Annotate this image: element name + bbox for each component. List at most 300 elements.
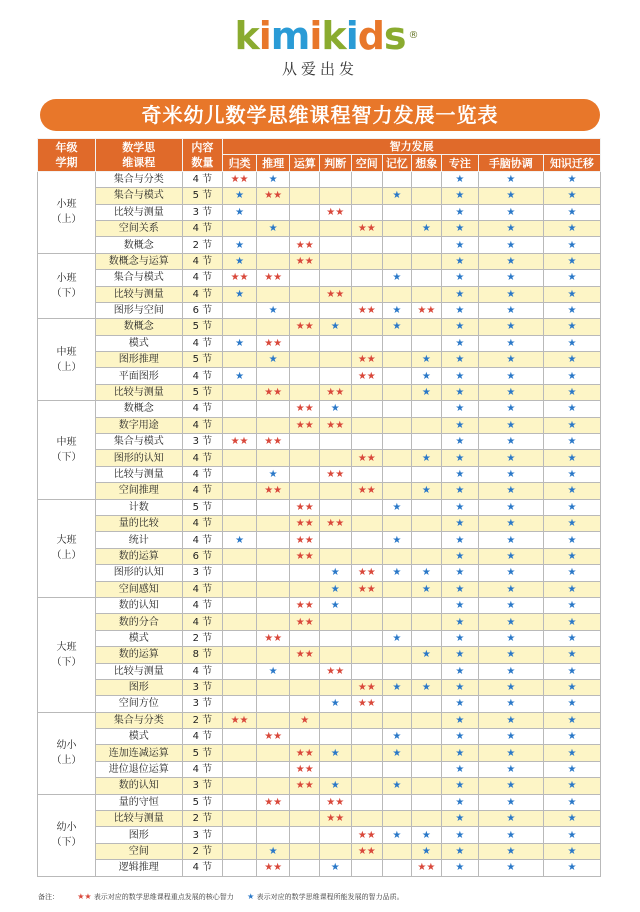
ability-cell (411, 368, 442, 384)
ability-cell (290, 515, 320, 531)
ability-cell (290, 352, 320, 368)
red-star-icon: ★★ (326, 469, 345, 480)
table-row (38, 270, 601, 286)
course-cell: 空间感知 (96, 581, 183, 597)
ability-cell (383, 794, 412, 810)
blue-star-icon: ★ (567, 173, 577, 185)
ability-cell (319, 630, 351, 646)
ability-cell (256, 302, 290, 318)
course-cell: 集合与模式 (96, 434, 183, 450)
ability-cell (319, 729, 351, 745)
ability-cell (543, 466, 600, 482)
count-cell: 3 节 (182, 434, 223, 450)
blue-star-icon: ★ (506, 436, 516, 448)
ability-cell (351, 630, 383, 646)
ability-cell (543, 532, 600, 548)
blue-star-icon: ★ (567, 632, 577, 644)
ability-cell (383, 679, 412, 695)
ability-cell (383, 220, 412, 236)
ability-cell (478, 581, 543, 597)
count-cell: 4 节 (182, 417, 223, 433)
red-star-icon: ★★ (77, 892, 92, 901)
table-row (38, 663, 601, 679)
ability-cell (543, 811, 600, 827)
ability-cell (223, 352, 257, 368)
blue-star-icon: ★ (567, 845, 577, 857)
ability-cell (442, 581, 479, 597)
blue-star-icon: ★ (455, 272, 465, 284)
ability-cell (319, 270, 351, 286)
ability-cell (383, 499, 412, 515)
course-cell: 数概念 (96, 237, 183, 253)
count-cell: 3 节 (182, 827, 223, 843)
ability-cell (223, 253, 257, 269)
blue-star-icon: ★ (506, 747, 516, 759)
ability-cell (543, 384, 600, 400)
blue-star-icon: ★ (567, 321, 577, 333)
blue-star-icon: ★ (567, 780, 577, 792)
blue-star-icon: ★ (235, 288, 245, 300)
blue-star-icon: ★ (567, 272, 577, 284)
ability-cell (256, 450, 290, 466)
ability-cell (543, 237, 600, 253)
blue-star-icon: ★ (567, 616, 577, 628)
count-cell: 4 节 (182, 614, 223, 630)
blue-star-icon: ★ (235, 370, 245, 382)
ability-cell (442, 335, 479, 351)
blue-star-icon: ★ (567, 796, 577, 808)
ability-cell (223, 499, 257, 515)
ability-cell (223, 647, 257, 663)
count-cell: 5 节 (182, 319, 223, 335)
blue-star-icon: ★ (567, 337, 577, 349)
ability-cell (478, 745, 543, 761)
ability-cell (319, 237, 351, 253)
ability-cell (411, 679, 442, 695)
ability-cell (319, 647, 351, 663)
ability-cell (411, 171, 442, 187)
red-star-icon: ★★ (295, 321, 314, 333)
ability-cell (223, 745, 257, 761)
ability-cell (223, 843, 257, 859)
blue-star-icon: ★ (268, 305, 278, 317)
ability-cell (411, 384, 442, 400)
blue-star-icon: ★ (567, 649, 577, 661)
table-row (38, 352, 601, 368)
ability-cell (290, 417, 320, 433)
ability-cell (319, 401, 351, 417)
ability-cell (319, 368, 351, 384)
table-row (38, 302, 601, 318)
ability-cell (411, 614, 442, 630)
ability-cell (442, 237, 479, 253)
ability-cell (290, 204, 320, 220)
course-cell: 图形 (96, 679, 183, 695)
blue-star-icon: ★ (506, 370, 516, 382)
ability-cell (478, 450, 543, 466)
blue-star-icon: ★ (421, 452, 431, 464)
registered-mark: ® (408, 30, 418, 41)
blue-star-icon: ★ (455, 305, 465, 317)
ability-cell (543, 729, 600, 745)
ability-cell (351, 466, 383, 482)
ability-cell (478, 811, 543, 827)
blue-star-icon: ★ (506, 682, 516, 694)
footnote-label: 备注： (38, 893, 59, 901)
blue-star-icon: ★ (421, 829, 431, 841)
ability-cell (442, 417, 479, 433)
course-cell: 数字用途 (96, 417, 183, 433)
course-cell: 平面图形 (96, 368, 183, 384)
ability-cell (411, 630, 442, 646)
ability-cell (442, 696, 479, 712)
red-star-icon: ★★ (326, 665, 345, 677)
blue-star-icon: ★ (235, 239, 245, 251)
ability-cell (256, 581, 290, 597)
blue-star-icon: ★ (330, 698, 340, 710)
course-cell: 空间 (96, 843, 183, 859)
blue-star-icon: ★ (455, 731, 465, 743)
ability-cell (442, 352, 479, 368)
ability-header: 手脑协调 (478, 155, 543, 171)
ability-cell (442, 778, 479, 794)
ability-cell (351, 745, 383, 761)
ability-cell (223, 630, 257, 646)
ability-cell (290, 614, 320, 630)
ability-cell (411, 761, 442, 777)
grade-cell: 大班 （下） (38, 597, 96, 712)
ability-cell (290, 466, 320, 482)
ability-cell (290, 696, 320, 712)
table-row (38, 286, 601, 302)
ability-cell (383, 384, 412, 400)
table-row (38, 450, 601, 466)
ability-cell (442, 171, 479, 187)
course-header: 数学思 维课程 (96, 139, 183, 172)
table-row (38, 417, 601, 433)
ability-cell (256, 532, 290, 548)
blue-star-icon: ★ (455, 649, 465, 661)
course-cell: 集合与模式 (96, 188, 183, 204)
red-star-icon: ★★ (295, 501, 314, 513)
blue-star-icon: ★ (421, 845, 431, 857)
ability-cell (383, 548, 412, 564)
red-star-icon: ★★ (326, 288, 345, 300)
blue-star-icon: ★ (455, 698, 465, 710)
blue-star-icon: ★ (455, 223, 465, 235)
ability-cell (223, 319, 257, 335)
ability-cell (383, 843, 412, 859)
ability-cell (290, 319, 320, 335)
ability-cell (411, 352, 442, 368)
ability-cell (256, 811, 290, 827)
ability-cell (543, 335, 600, 351)
red-star-icon: ★★ (326, 813, 345, 825)
blue-star-icon: ★ (330, 862, 340, 874)
blue-star-icon: ★ (392, 747, 402, 759)
blue-star-icon: ★ (567, 698, 577, 710)
ability-cell (383, 335, 412, 351)
ability-cell (256, 794, 290, 810)
ability-cell (478, 483, 543, 499)
blue-star-icon: ★ (421, 583, 431, 595)
ability-cell (223, 450, 257, 466)
ability-cell (290, 827, 320, 843)
red-star-icon: ★★ (326, 206, 345, 218)
ability-cell (256, 647, 290, 663)
table-row (38, 434, 601, 450)
ability-cell (256, 401, 290, 417)
count-cell: 6 节 (182, 548, 223, 564)
ability-cell (543, 712, 600, 728)
table-row (38, 499, 601, 515)
blue-star-icon: ★ (506, 501, 516, 513)
table-row (38, 860, 601, 876)
course-cell: 比较与测量 (96, 204, 183, 220)
red-star-icon: ★★ (230, 436, 249, 448)
ability-cell (319, 204, 351, 220)
logo-letter: k (234, 14, 259, 58)
ability-cell (543, 270, 600, 286)
ability-cell (290, 188, 320, 204)
table-row (38, 171, 601, 187)
ability-cell (478, 647, 543, 663)
ability-cell (319, 811, 351, 827)
red-star-icon: ★★ (230, 272, 249, 284)
blue-star-icon: ★ (455, 796, 465, 808)
red-star-icon: ★★ (357, 370, 376, 382)
ability-cell (442, 679, 479, 695)
blue-star-icon: ★ (506, 567, 516, 579)
ability-cell (223, 515, 257, 531)
red-star-icon: ★★ (264, 387, 283, 399)
blue-star-icon: ★ (455, 485, 465, 497)
ability-cell (383, 860, 412, 876)
course-cell: 数的认知 (96, 778, 183, 794)
ability-cell (543, 450, 600, 466)
ability-cell (411, 778, 442, 794)
ability-cell (543, 499, 600, 515)
ability-cell (290, 679, 320, 695)
ability-cell (383, 434, 412, 450)
count-cell: 2 节 (182, 237, 223, 253)
ability-header: 判断 (319, 155, 351, 171)
ability-cell (290, 811, 320, 827)
ability-cell (319, 319, 351, 335)
count-cell: 3 节 (182, 204, 223, 220)
course-cell: 比较与测量 (96, 384, 183, 400)
blue-star-icon: ★ (421, 354, 431, 366)
course-table (37, 138, 601, 877)
blue-star-icon: ★ (330, 583, 340, 595)
ability-cell (290, 630, 320, 646)
ability-cell (411, 188, 442, 204)
logo-letter: k (321, 14, 346, 58)
ability-cell (256, 745, 290, 761)
ability-cell (383, 729, 412, 745)
ability-cell (411, 712, 442, 728)
ability-header: 想象 (411, 155, 442, 171)
table-row (38, 581, 601, 597)
table-row (38, 827, 601, 843)
ability-cell (543, 253, 600, 269)
ability-cell (223, 811, 257, 827)
blue-star-icon: ★ (567, 419, 577, 431)
ability-cell (223, 466, 257, 482)
ability-cell (383, 483, 412, 499)
blue-star-icon: ★ (567, 436, 577, 448)
blue-star-icon: ★ (455, 583, 465, 595)
ability-cell (223, 335, 257, 351)
ability-cell (442, 745, 479, 761)
ability-cell (442, 302, 479, 318)
table-row (38, 761, 601, 777)
ability-cell (256, 220, 290, 236)
ability-cell (478, 663, 543, 679)
ability-cell (223, 483, 257, 499)
red-star-icon: ★★ (295, 255, 314, 267)
ability-cell (383, 712, 412, 728)
ability-cell (383, 597, 412, 613)
ability-cell (319, 188, 351, 204)
count-cell: 4 节 (182, 466, 223, 482)
course-cell: 数概念 (96, 401, 183, 417)
blue-star-icon: ★ (506, 731, 516, 743)
ability-cell (319, 171, 351, 187)
ability-cell (411, 401, 442, 417)
ability-cell (411, 565, 442, 581)
ability-cell (411, 270, 442, 286)
ability-cell (290, 253, 320, 269)
ability-cell (290, 794, 320, 810)
blue-star-icon: ★ (392, 190, 402, 202)
ability-cell (256, 729, 290, 745)
ability-cell (543, 778, 600, 794)
ability-cell (383, 401, 412, 417)
ability-cell (478, 368, 543, 384)
course-cell: 数的认知 (96, 597, 183, 613)
ability-cell (411, 843, 442, 859)
ability-cell (442, 532, 479, 548)
blue-star-icon: ★ (506, 469, 516, 480)
ability-cell (223, 663, 257, 679)
blue-star-icon: ★ (506, 419, 516, 431)
blue-star-icon: ★ (506, 321, 516, 333)
table-row (38, 220, 601, 236)
ability-cell (478, 778, 543, 794)
red-star-icon: ★★ (264, 485, 283, 497)
ability-cell (351, 565, 383, 581)
table-row (38, 811, 601, 827)
ability-cell (319, 745, 351, 761)
ability-cell (351, 286, 383, 302)
count-cell: 4 节 (182, 663, 223, 679)
ability-cell (223, 729, 257, 745)
red-star-icon: ★★ (357, 698, 376, 710)
count-cell: 4 节 (182, 335, 223, 351)
blue-star-icon: ★ (506, 288, 516, 300)
blue-star-icon: ★ (506, 206, 516, 218)
ability-cell (411, 860, 442, 876)
ability-cell (351, 384, 383, 400)
ability-cell (223, 270, 257, 286)
table-row (38, 237, 601, 253)
ability-cell (256, 515, 290, 531)
ability-cell (256, 384, 290, 400)
blue-star-icon: ★ (567, 813, 577, 825)
ability-cell (223, 761, 257, 777)
red-star-icon: ★ (300, 714, 310, 726)
ability-cell (319, 384, 351, 400)
footnote (38, 892, 404, 902)
count-cell: 3 节 (182, 778, 223, 794)
ability-cell (478, 860, 543, 876)
ability-cell (478, 515, 543, 531)
ability-cell (478, 335, 543, 351)
ability-cell (442, 466, 479, 482)
ability-cell (543, 417, 600, 433)
slogan: 从爱出发 (281, 60, 358, 78)
blue-star-icon: ★ (247, 892, 255, 901)
ability-cell (256, 778, 290, 794)
course-cell: 图形的认知 (96, 565, 183, 581)
course-cell: 空间方位 (96, 696, 183, 712)
grade-cell: 中班 （下） (38, 401, 96, 499)
ability-cell (351, 663, 383, 679)
blue-star-icon: ★ (455, 780, 465, 792)
ability-cell (478, 565, 543, 581)
count-cell: 4 节 (182, 368, 223, 384)
ability-cell (290, 712, 320, 728)
count-cell: 2 节 (182, 811, 223, 827)
ability-cell (543, 548, 600, 564)
ability-cell (319, 794, 351, 810)
ability-cell (411, 450, 442, 466)
ability-cell (351, 532, 383, 548)
count-cell: 6 节 (182, 302, 223, 318)
ability-cell (351, 401, 383, 417)
ability-cell (411, 335, 442, 351)
blue-star-icon: ★ (455, 206, 465, 218)
ability-cell (478, 499, 543, 515)
ability-cell (478, 188, 543, 204)
course-cell: 数的分合 (96, 614, 183, 630)
table-row (38, 532, 601, 548)
red-star-icon: ★★ (264, 632, 283, 644)
blue-star-icon: ★ (567, 206, 577, 218)
ability-cell (223, 237, 257, 253)
ability-cell (411, 253, 442, 269)
ability-cell (319, 417, 351, 433)
ability-cell (383, 515, 412, 531)
ability-cell (223, 548, 257, 564)
blue-star-icon: ★ (506, 354, 516, 366)
ability-cell (256, 761, 290, 777)
blue-star-icon: ★ (567, 239, 577, 251)
red-star-icon: ★★ (295, 649, 314, 661)
ability-cell (256, 843, 290, 859)
ability-cell (256, 712, 290, 728)
course-cell: 空间推理 (96, 483, 183, 499)
ability-cell (223, 368, 257, 384)
blue-star-icon: ★ (235, 206, 245, 218)
ability-cell (442, 729, 479, 745)
ability-cell (351, 679, 383, 695)
ability-cell (442, 860, 479, 876)
grade-cell: 小班 （上） (38, 171, 96, 253)
blue-star-icon: ★ (506, 813, 516, 825)
ability-cell (319, 335, 351, 351)
